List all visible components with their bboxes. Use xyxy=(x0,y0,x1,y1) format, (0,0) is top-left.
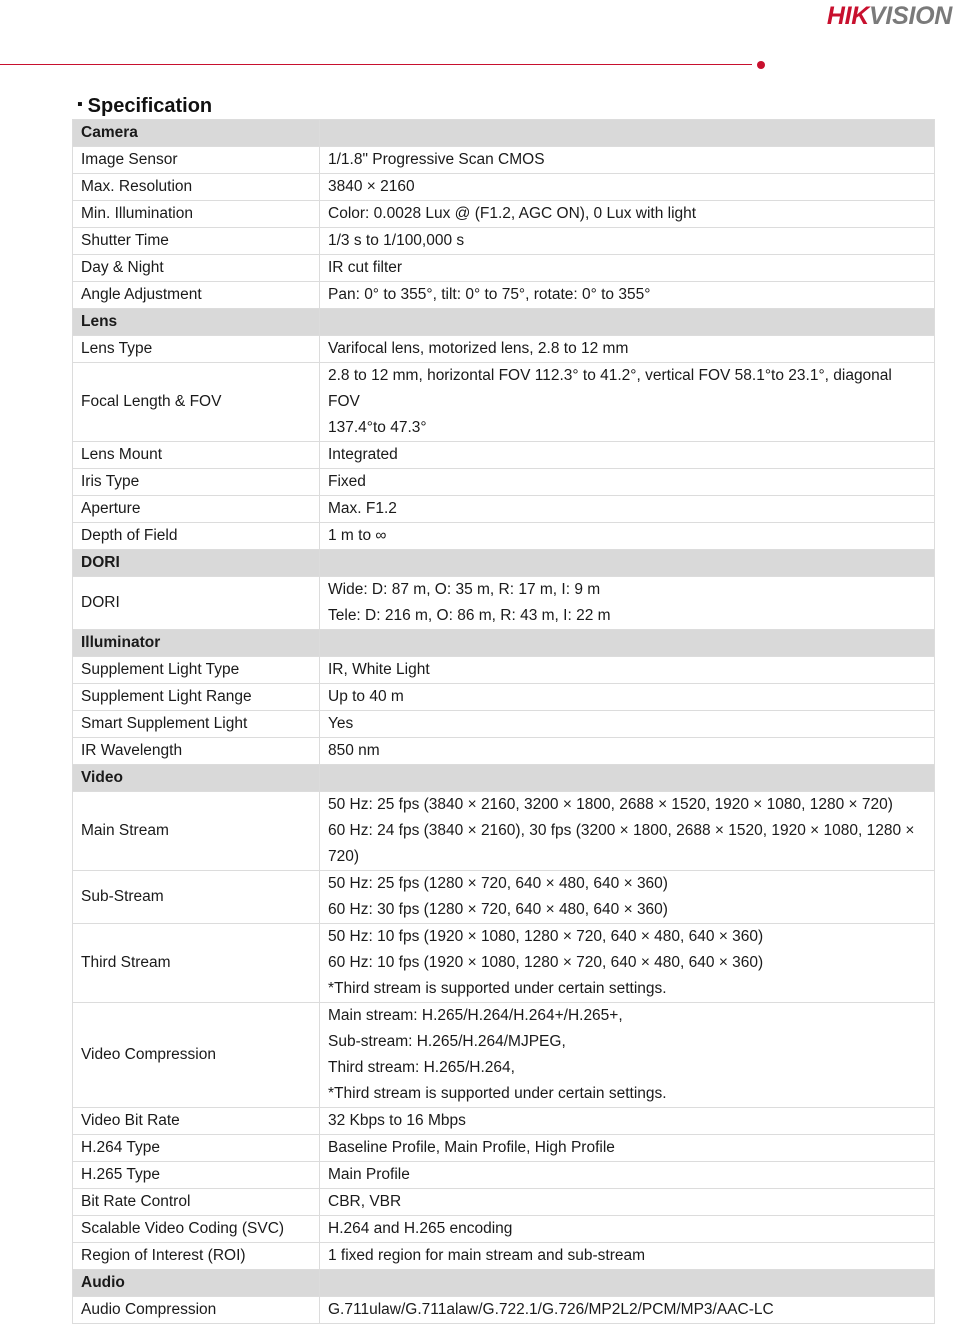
category-filler xyxy=(320,120,935,147)
spec-label: Day & Night xyxy=(73,255,320,282)
spec-value xyxy=(320,496,935,523)
spec-row xyxy=(73,201,935,228)
spec-label: Angle Adjustment xyxy=(73,282,320,309)
spec-label: Bit Rate Control xyxy=(73,1189,320,1216)
spec-row xyxy=(73,1162,935,1189)
spec-value-line: Wide: D: 87 m, O: 35 m, R: 17 m, I: 9 m xyxy=(328,581,601,598)
spec-label: Lens Mount xyxy=(73,442,320,469)
spec-value xyxy=(320,1243,935,1270)
section-title xyxy=(77,92,212,119)
spec-value xyxy=(320,1003,935,1108)
spec-value xyxy=(320,201,935,228)
spec-value-line: *Third stream is supported under certain settings. xyxy=(328,980,667,997)
spec-label: Smart Supplement Light xyxy=(73,711,320,738)
spec-value-line: Yes xyxy=(328,715,354,732)
spec-value xyxy=(320,1216,935,1243)
spec-label: H.264 Type xyxy=(73,1135,320,1162)
spec-row xyxy=(73,792,935,871)
spec-value xyxy=(320,469,935,496)
spec-label: Supplement Light Type xyxy=(73,657,320,684)
spec-label: Scalable Video Coding (SVC) xyxy=(73,1216,320,1243)
spec-value-line: 1/1.8" Progressive Scan CMOS xyxy=(328,151,545,168)
spec-row xyxy=(73,657,935,684)
spec-row xyxy=(73,1216,935,1243)
spec-label: Focal Length & FOV xyxy=(73,363,320,442)
spec-row xyxy=(73,282,935,309)
spec-value-line: Fixed xyxy=(328,473,366,490)
spec-row xyxy=(73,336,935,363)
spec-label: Main Stream xyxy=(73,792,320,871)
spec-label: DORI xyxy=(73,577,320,630)
spec-value xyxy=(320,924,935,1003)
spec-value xyxy=(320,1135,935,1162)
spec-value xyxy=(320,871,935,924)
spec-row xyxy=(73,147,935,174)
spec-row xyxy=(73,871,935,924)
category-filler xyxy=(320,550,935,577)
spec-label: Image Sensor xyxy=(73,147,320,174)
spec-label: Lens Type xyxy=(73,336,320,363)
spec-row xyxy=(73,738,935,765)
spec-value-line: 60 Hz: 30 fps (1280 × 720, 640 × 480, 640 × 360) xyxy=(328,901,668,918)
spec-value xyxy=(320,282,935,309)
header-dot xyxy=(757,61,765,69)
spec-value-line: 137.4°to 47.3° xyxy=(328,419,427,436)
category-filler xyxy=(320,309,935,336)
spec-table xyxy=(72,119,935,1324)
spec-row xyxy=(73,496,935,523)
spec-value-line: G.711ulaw/G.711alaw/G.722.1/G.726/MP2L2/PCM/MP3/AAC-LC xyxy=(328,1301,774,1318)
spec-value-line: Color: 0.0028 Lux @ (F1.2, AGC ON), 0 Lux with light xyxy=(328,205,697,222)
spec-value xyxy=(320,255,935,282)
spec-label: IR Wavelength xyxy=(73,738,320,765)
spec-value-line: Integrated xyxy=(328,446,398,463)
spec-label: Supplement Light Range xyxy=(73,684,320,711)
spec-value xyxy=(320,442,935,469)
spec-value-line: Baseline Profile, Main Profile, High Profile xyxy=(328,1139,615,1156)
spec-row xyxy=(73,174,935,201)
spec-value-line: IR, White Light xyxy=(328,661,430,678)
category-title: Video xyxy=(73,765,320,792)
spec-value-line: Sub-stream: H.265/H.264/MJPEG, xyxy=(328,1033,566,1050)
brand-logo-part1: HIK xyxy=(826,2,870,30)
spec-value-line: 720) xyxy=(328,848,360,865)
spec-row xyxy=(73,1297,935,1324)
spec-value xyxy=(320,363,935,442)
spec-label: Third Stream xyxy=(73,924,320,1003)
spec-label: Video Compression xyxy=(73,1003,320,1108)
spec-row xyxy=(73,924,935,1003)
category-row xyxy=(73,550,935,577)
brand-logo xyxy=(827,2,952,30)
spec-value-line: 32 Kbps to 16 Mbps xyxy=(328,1112,466,1129)
spec-value xyxy=(320,711,935,738)
spec-value xyxy=(320,577,935,630)
category-row xyxy=(73,1270,935,1297)
spec-value-line: 1/3 s to 1/100,000 s xyxy=(328,232,465,249)
spec-row xyxy=(73,255,935,282)
header-rule xyxy=(0,64,752,65)
category-title: DORI xyxy=(73,550,320,577)
category-title: Illuminator xyxy=(73,630,320,657)
spec-value xyxy=(320,657,935,684)
spec-label: Max. Resolution xyxy=(73,174,320,201)
spec-row xyxy=(73,1108,935,1135)
spec-value-line: Main stream: H.265/H.264/H.264+/H.265+, xyxy=(328,1007,623,1024)
spec-value-line: Max. F1.2 xyxy=(328,500,397,517)
category-row xyxy=(73,765,935,792)
spec-table-body xyxy=(73,120,935,1324)
spec-value-line: CBR, VBR xyxy=(328,1193,402,1210)
category-title: Lens xyxy=(73,309,320,336)
spec-label: Video Bit Rate xyxy=(73,1108,320,1135)
spec-value xyxy=(320,336,935,363)
spec-row xyxy=(73,442,935,469)
spec-value xyxy=(320,1189,935,1216)
spec-value-line: 50 Hz: 25 fps (3840 × 2160, 3200 × 1800, 2688 × 1520, 1920 × 1080, 1280 × 720) xyxy=(328,796,893,813)
spec-value-line: 3840 × 2160 xyxy=(328,178,415,195)
spec-value-line: 2.8 to 12 mm, horizontal FOV 112.3° to 41.2°, vertical FOV 58.1°to 23.1°, diagonal FOV xyxy=(328,367,892,410)
spec-value-line: 1 fixed region for main stream and sub-stream xyxy=(328,1247,646,1264)
spec-value-line: 1 m to ∞ xyxy=(328,527,387,544)
spec-label: Iris Type xyxy=(73,469,320,496)
category-filler xyxy=(320,630,935,657)
spec-value-line: 60 Hz: 24 fps (3840 × 2160), 30 fps (3200 × 1800, 2688 × 1520, 1920 × 1080, 1280 × xyxy=(328,822,915,839)
spec-value-line: 50 Hz: 10 fps (1920 × 1080, 1280 × 720, 640 × 480, 640 × 360) xyxy=(328,928,764,945)
spec-value-line: Main Profile xyxy=(328,1166,410,1183)
spec-value-line: 850 nm xyxy=(328,742,380,759)
spec-value-line: Up to 40 m xyxy=(328,688,404,705)
square-bullet-icon: ▪ xyxy=(77,96,83,113)
spec-label: Region of Interest (ROI) xyxy=(73,1243,320,1270)
category-row xyxy=(73,120,935,147)
spec-value-line: *Third stream is supported under certain settings. xyxy=(328,1085,667,1102)
spec-value xyxy=(320,684,935,711)
spec-value xyxy=(320,738,935,765)
spec-value xyxy=(320,1108,935,1135)
spec-value xyxy=(320,1297,935,1324)
spec-row xyxy=(73,469,935,496)
spec-row xyxy=(73,1189,935,1216)
spec-value-line: 50 Hz: 25 fps (1280 × 720, 640 × 480, 640 × 360) xyxy=(328,875,668,892)
spec-label: H.265 Type xyxy=(73,1162,320,1189)
spec-row xyxy=(73,1003,935,1108)
brand-logo-part2: VISION xyxy=(869,2,952,30)
category-row xyxy=(73,630,935,657)
spec-label: Audio Compression xyxy=(73,1297,320,1324)
spec-row xyxy=(73,1243,935,1270)
spec-label: Depth of Field xyxy=(73,523,320,550)
spec-value xyxy=(320,147,935,174)
category-filler xyxy=(320,765,935,792)
spec-value-line: IR cut filter xyxy=(328,259,403,276)
spec-label: Sub-Stream xyxy=(73,871,320,924)
spec-row xyxy=(73,1135,935,1162)
category-title: Camera xyxy=(73,120,320,147)
spec-row xyxy=(73,228,935,255)
category-title: Audio xyxy=(73,1270,320,1297)
spec-value xyxy=(320,523,935,550)
spec-value-line: Tele: D: 216 m, O: 86 m, R: 43 m, I: 22 m xyxy=(328,607,611,624)
spec-value-line: Varifocal lens, motorized lens, 2.8 to 12 mm xyxy=(328,340,629,357)
spec-row xyxy=(73,523,935,550)
spec-label: Aperture xyxy=(73,496,320,523)
spec-value-line: H.264 and H.265 encoding xyxy=(328,1220,513,1237)
spec-label: Shutter Time xyxy=(73,228,320,255)
spec-value xyxy=(320,228,935,255)
spec-row xyxy=(73,363,935,442)
spec-label: Min. Illumination xyxy=(73,201,320,228)
spec-row xyxy=(73,711,935,738)
spec-row xyxy=(73,684,935,711)
spec-value-line: Pan: 0° to 355°, tilt: 0° to 75°, rotate: 0° to 355° xyxy=(328,286,651,303)
spec-row xyxy=(73,577,935,630)
section-title-text: Specification xyxy=(87,95,213,117)
spec-value xyxy=(320,792,935,871)
category-filler xyxy=(320,1270,935,1297)
spec-value-line: Third stream: H.265/H.264, xyxy=(328,1059,515,1076)
spec-value-line: 60 Hz: 10 fps (1920 × 1080, 1280 × 720, 640 × 480, 640 × 360) xyxy=(328,954,764,971)
spec-value xyxy=(320,174,935,201)
spec-value xyxy=(320,1162,935,1189)
category-row xyxy=(73,309,935,336)
